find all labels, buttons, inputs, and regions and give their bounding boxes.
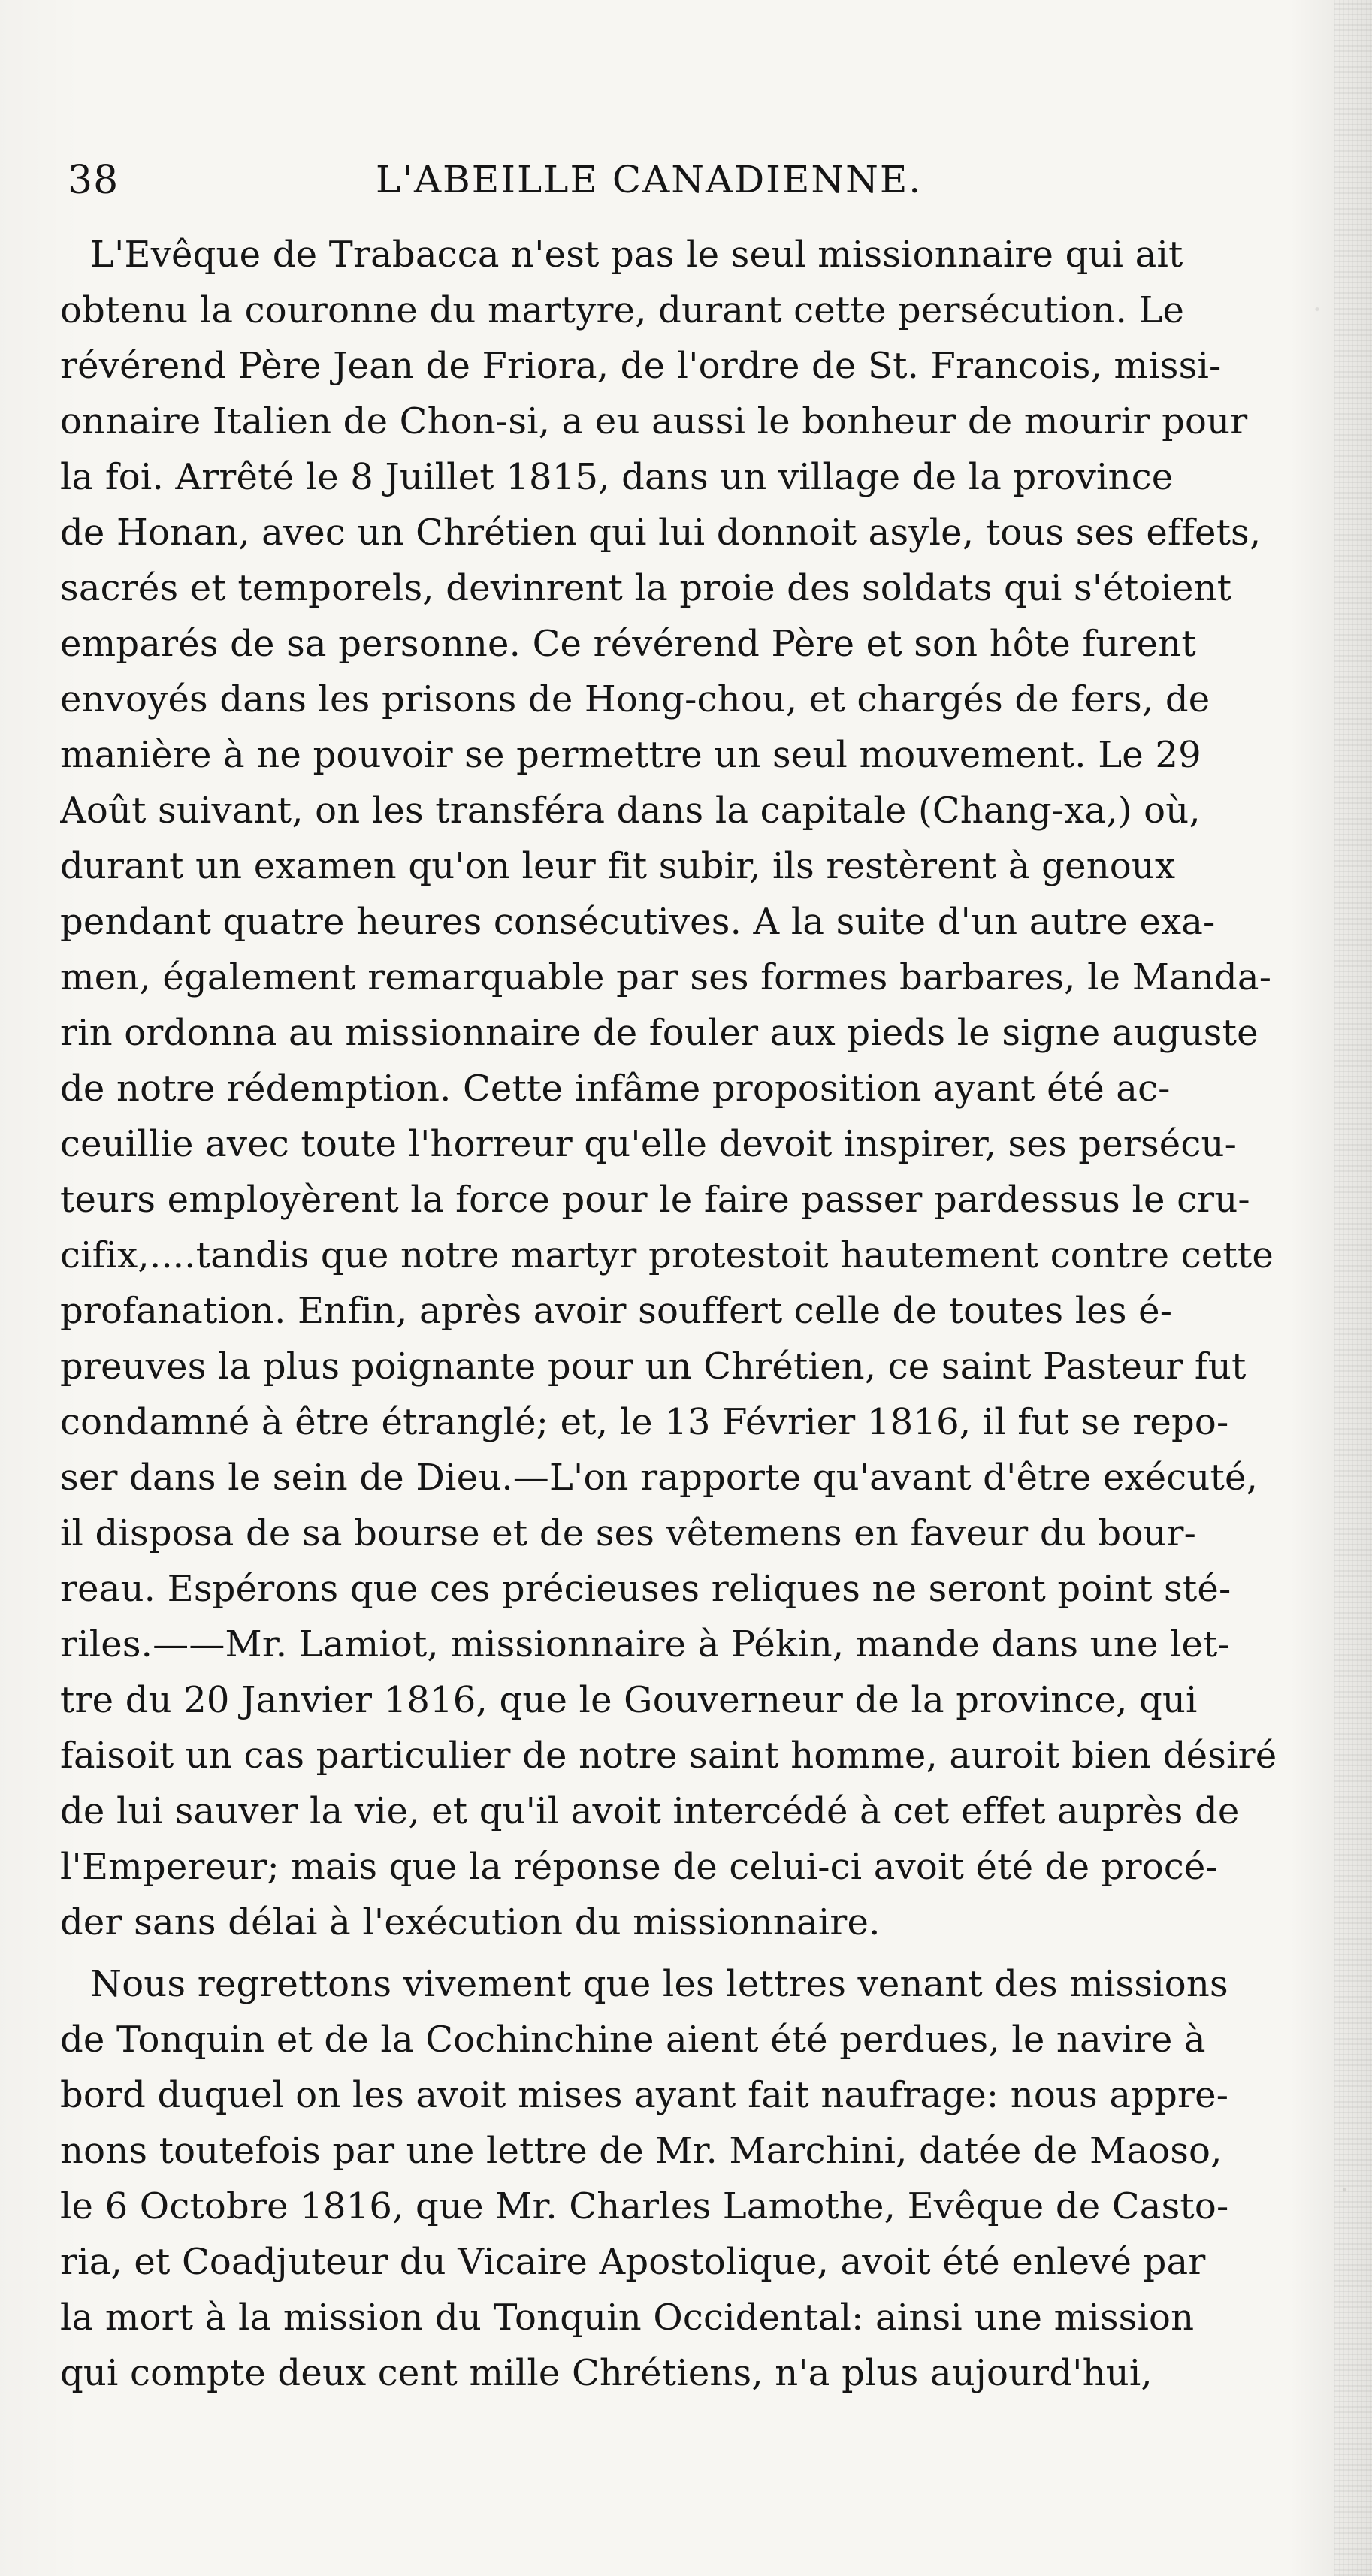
text-line: sacrés et temporels, devinrent la proie des soldats qui s'étoient	[60, 567, 1232, 609]
text-line: de Tonquin et de la Cochinchine aient été perdues, le navire à	[60, 2019, 1206, 2061]
running-title: L'ABEILLE CANADIENNE.	[376, 158, 923, 201]
text-line: durant un examen qu'on leur fit subir, ils restèrent à genoux	[60, 845, 1176, 887]
text-line: rin ordonna au missionnaire de fouler aux pieds le signe auguste	[60, 1012, 1259, 1054]
text-line: révérend Père Jean de Friora, de l'ordre de St. Francois, missi-	[60, 345, 1222, 387]
text-line: bord duquel on les avoit mises ayant fait naufrage: nous appre-	[60, 2074, 1229, 2116]
text-line: obtenu la couronne du martyre, durant cette persécution. Le	[60, 289, 1185, 331]
text-line: L'Evêque de Trabacca n'est pas le seul missionnaire qui ait	[90, 234, 1183, 276]
text-line: emparés de sa personne. Ce révérend Père et son hôte furent	[60, 623, 1196, 665]
text-line: de lui sauver la vie, et qu'il avoit intercédé à cet effet auprès de	[60, 1790, 1240, 1832]
text-line: der sans délai à l'exécution du missionnaire.	[60, 1901, 881, 1943]
page-body	[60, 227, 1277, 2401]
text-line: profanation. Enfin, après avoir souffert celle de toutes les é-	[60, 1290, 1173, 1332]
text-line: la mort à la mission du Tonquin Occidental: ainsi une mission	[60, 2297, 1195, 2339]
text-line: condamné à être étranglé; et, le 13 Février 1816, il fut se repo-	[60, 1401, 1229, 1443]
text-line: ria, et Coadjuteur du Vicaire Apostolique, avoit été enlevé par	[60, 2241, 1206, 2283]
text-line: manière à ne pouvoir se permettre un seul mouvement. Le 29	[60, 734, 1201, 776]
text-line: Août suivant, on les transféra dans la capitale (Chang-xa,) où,	[60, 790, 1201, 832]
text-line: qui compte deux cent mille Chrétiens, n'a plus aujourd'hui,	[60, 2352, 1153, 2394]
text-line: le 6 Octobre 1816, que Mr. Charles Lamothe, Evêque de Casto-	[60, 2185, 1229, 2227]
text-line: l'Empereur; mais que la réponse de celui-ci avoit été de procé-	[60, 1846, 1218, 1888]
text-line: ser dans le sein de Dieu.—L'on rapporte qu'avant d'être exécuté,	[60, 1457, 1259, 1499]
page-number: 38	[68, 158, 119, 203]
text-line: de Honan, avec un Chrétien qui lui donnoit asyle, tous ses effets,	[60, 512, 1262, 554]
text-line: nons toutefois par une lettre de Mr. Marchini, datée de Maoso,	[60, 2130, 1222, 2172]
text-line: teurs employèrent la force pour le faire passer pardessus le cru-	[60, 1179, 1250, 1221]
page-header	[68, 158, 1270, 210]
text-line: la foi. Arrêté le 8 Juillet 1815, dans un village de la province	[60, 456, 1174, 498]
text-line: riles.——Mr. Lamiot, missionnaire à Pékin, mande dans une let-	[60, 1623, 1230, 1665]
text-line: onnaire Italien de Chon-si, a eu aussi le bonheur de mourir pour	[60, 400, 1248, 442]
text-line: men, également remarquable par ses formes barbares, le Manda-	[60, 956, 1272, 998]
text-line: pendant quatre heures consécutives. A la suite d'un autre exa-	[60, 901, 1216, 943]
page-edge-texture	[1334, 0, 1372, 2576]
text-line: cifix,....tandis que notre martyr protestoit hautement contre cette	[60, 1234, 1274, 1276]
text-line: faisoit un cas particulier de notre saint homme, auroit bien désiré	[60, 1735, 1277, 1777]
text-line: il disposa de sa bourse et de ses vêtemens en faveur du bour-	[60, 1512, 1197, 1554]
text-line: preuves la plus poignante pour un Chrétien, ce saint Pasteur fut	[60, 1345, 1247, 1388]
text-line: de notre rédemption. Cette infâme proposition ayant été ac-	[60, 1068, 1171, 1110]
text-line: reau. Espérons que ces précieuses reliques ne seront point sté-	[60, 1568, 1231, 1610]
text-line: tre du 20 Janvier 1816, que le Gouverneur de la province, qui	[60, 1679, 1198, 1721]
text-line: Nous regrettons vivement que les lettres venant des missions	[90, 1963, 1228, 2005]
text-line: ceuillie avec toute l'horreur qu'elle devoit inspirer, ses persécu-	[60, 1123, 1238, 1165]
text-line: envoyés dans les prisons de Hong-chou, et chargés de fers, de	[60, 678, 1210, 720]
